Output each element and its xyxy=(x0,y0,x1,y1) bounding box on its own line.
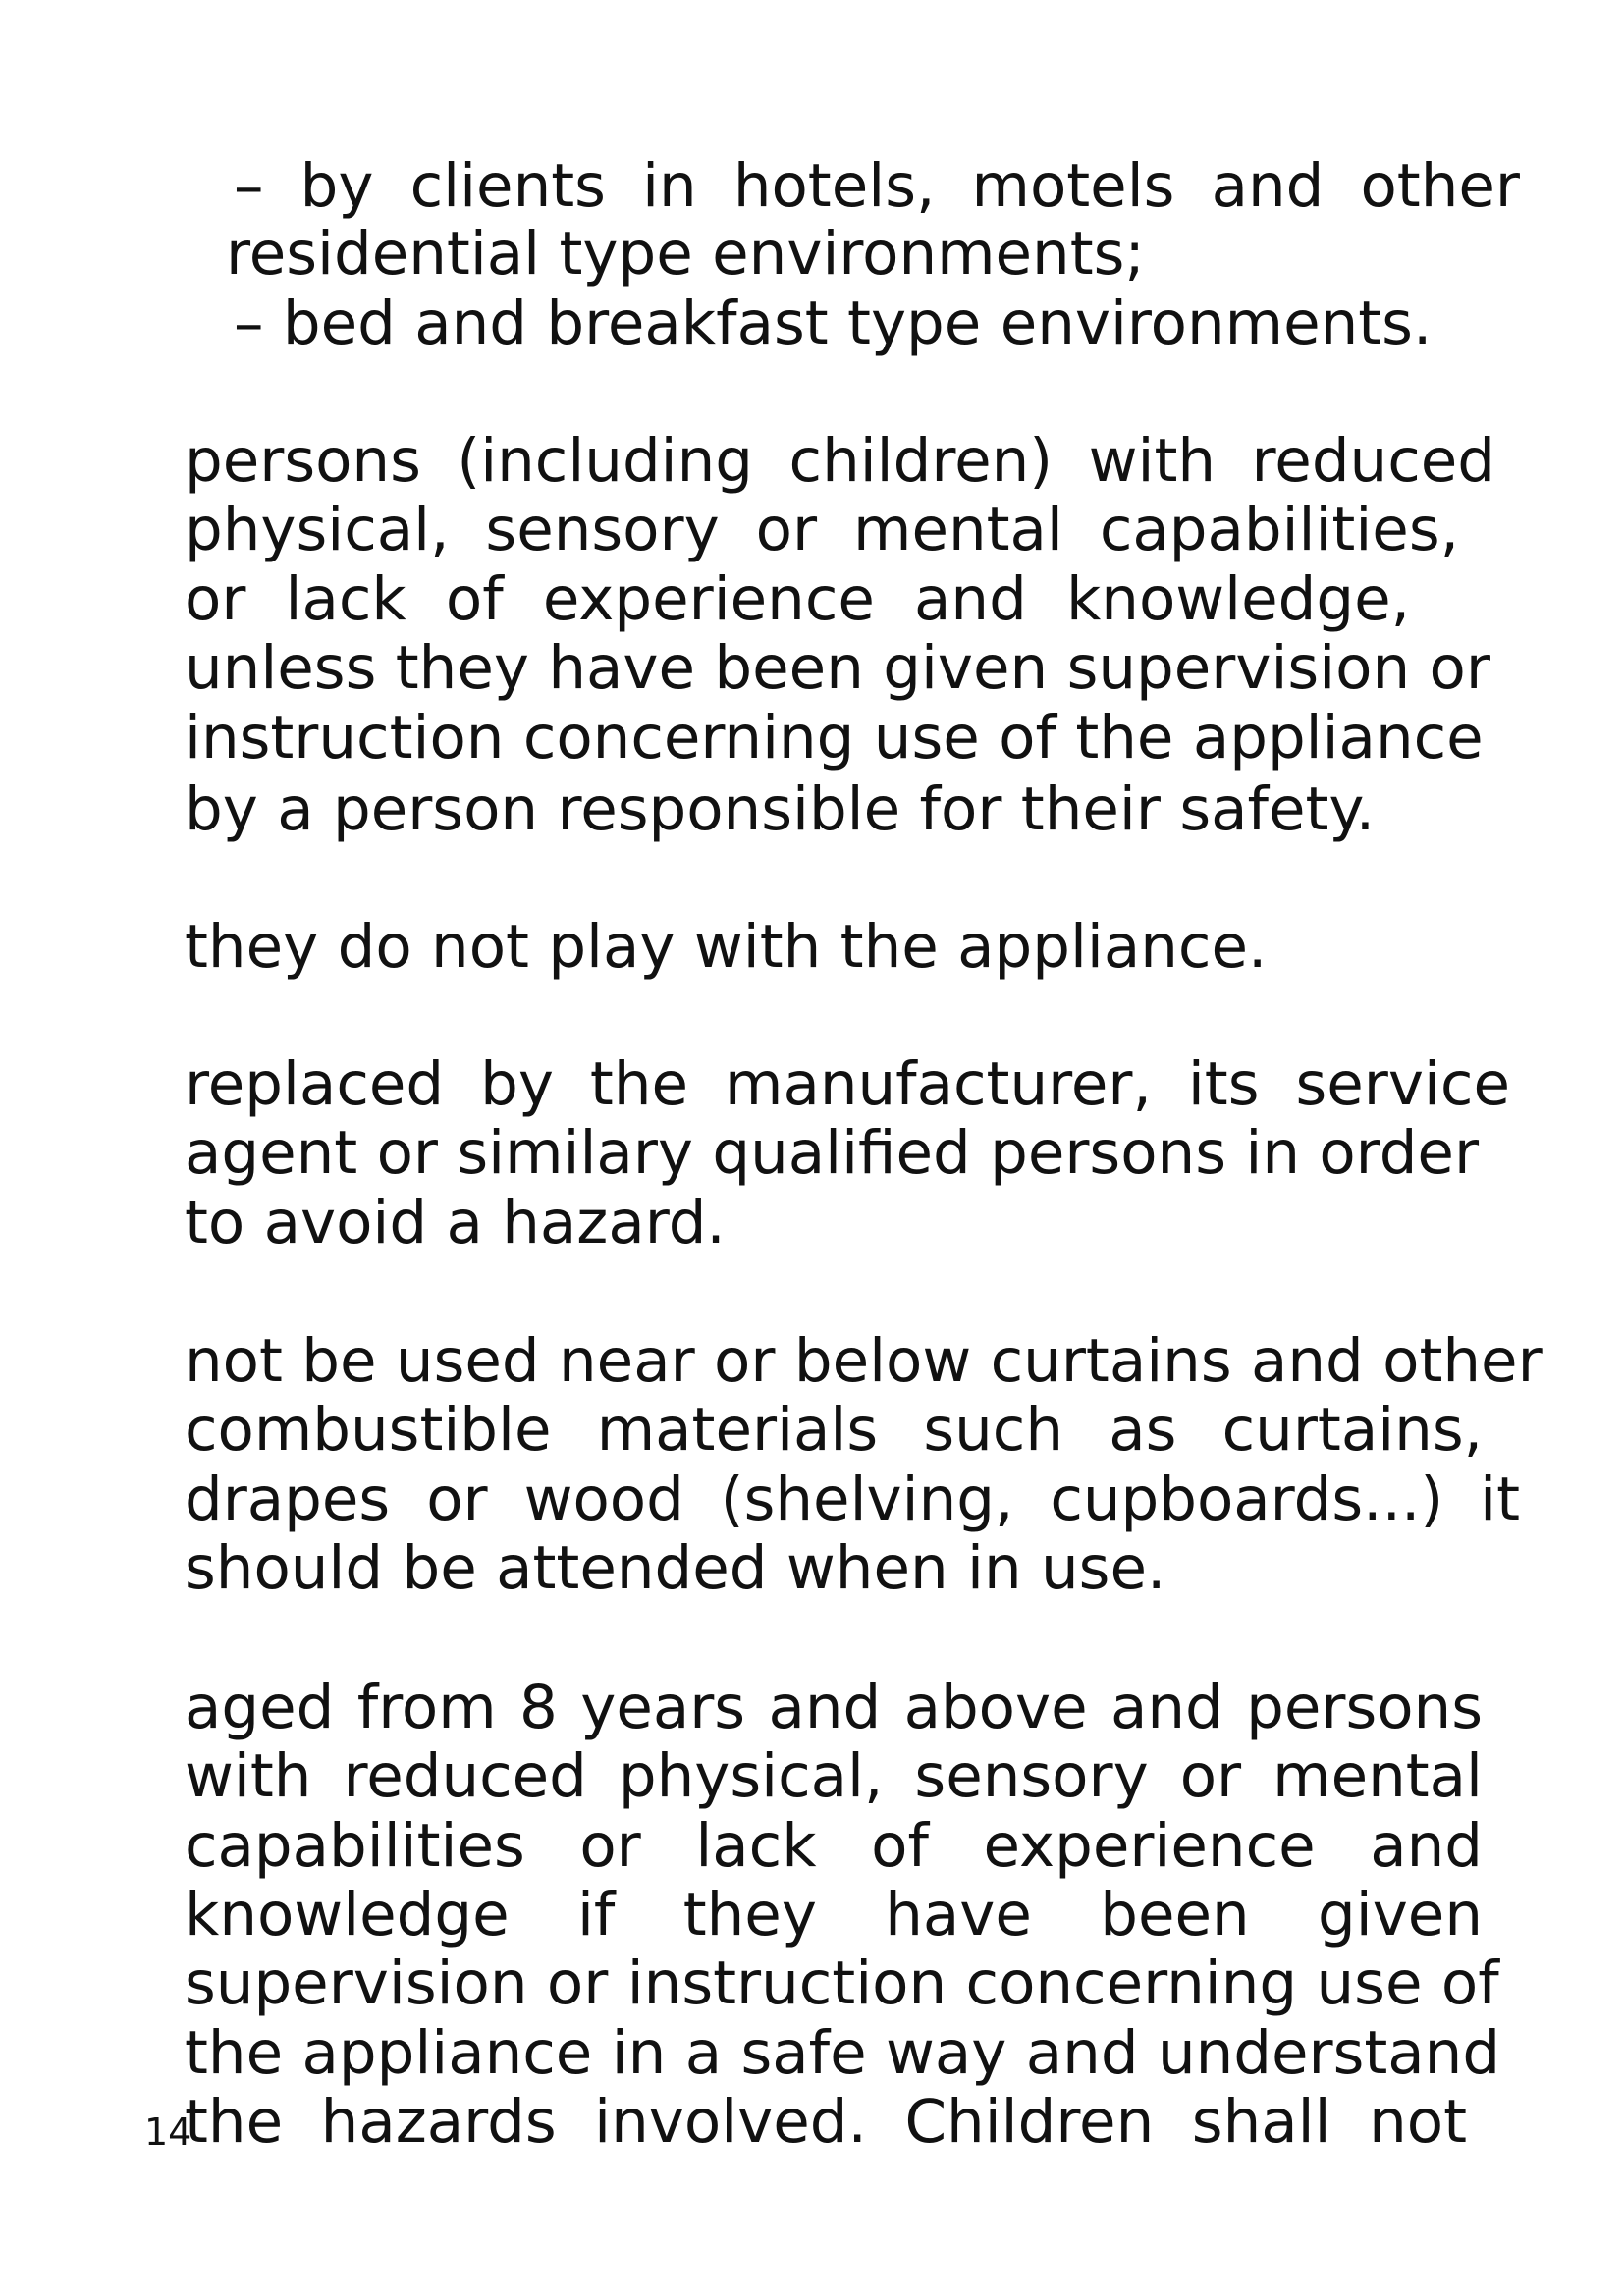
paragraph-5-line-4: knowledge if they have been given xyxy=(185,1880,1483,1949)
paragraph-5-line-1: aged from 8 years and above and persons xyxy=(185,1673,1483,1742)
paragraph-3-line-2: agent or similary qualified persons in order xyxy=(185,1118,1480,1188)
paragraph-1-line-4: unless they have been given supervision or xyxy=(185,633,1490,703)
bullet-hotels-line-2: residential type environments; xyxy=(226,219,1145,289)
paragraph-5-line-3: capabilities or lack of experience and xyxy=(185,1811,1483,1881)
paragraph-5-line-7: the hazards involved. Children shall not xyxy=(185,2087,1467,2157)
paragraph-5-line-2: with reduced physical, sensory or mental xyxy=(185,1741,1483,1811)
paragraph-5-line-6: the appliance in a safe way and understand xyxy=(185,2018,1501,2088)
paragraph-1-line-3: or lack of experience and knowledge, xyxy=(185,564,1410,634)
paragraph-4-line-1: not be used near or below curtains and other xyxy=(185,1326,1543,1396)
paragraph-1-line-2: physical, sensory or mental capabilities, xyxy=(185,495,1459,564)
paragraph-4-line-4: should be attended when in use. xyxy=(185,1533,1166,1603)
paragraph-5-line-5: supervision or instruction concerning use of xyxy=(185,1949,1499,2018)
paragraph-3-line-1: replaced by the manufacturer, its service xyxy=(185,1049,1510,1119)
paragraph-2-line-1: they do not play with the appliance. xyxy=(185,912,1268,982)
paragraph-1-line-6: by a person responsible for their safety. xyxy=(185,774,1376,844)
bullet-hotels-line-1: – by clients in hotels, motels and other xyxy=(234,151,1520,221)
paragraph-4-line-3: drapes or wood (shelving, cupboards...) it xyxy=(185,1465,1520,1534)
paragraph-1-line-5: instruction concerning use of the appliance xyxy=(185,703,1484,773)
page-number: 14 xyxy=(144,2110,192,2154)
paragraph-4-line-2: combustible materials such as curtains, xyxy=(185,1395,1483,1465)
paragraph-1-line-1: persons (including children) with reduced xyxy=(185,426,1495,496)
paragraph-3-line-3: to avoid a hazard. xyxy=(185,1188,726,1257)
bullet-bed-breakfast: – bed and breakfast type environments. xyxy=(234,289,1433,358)
